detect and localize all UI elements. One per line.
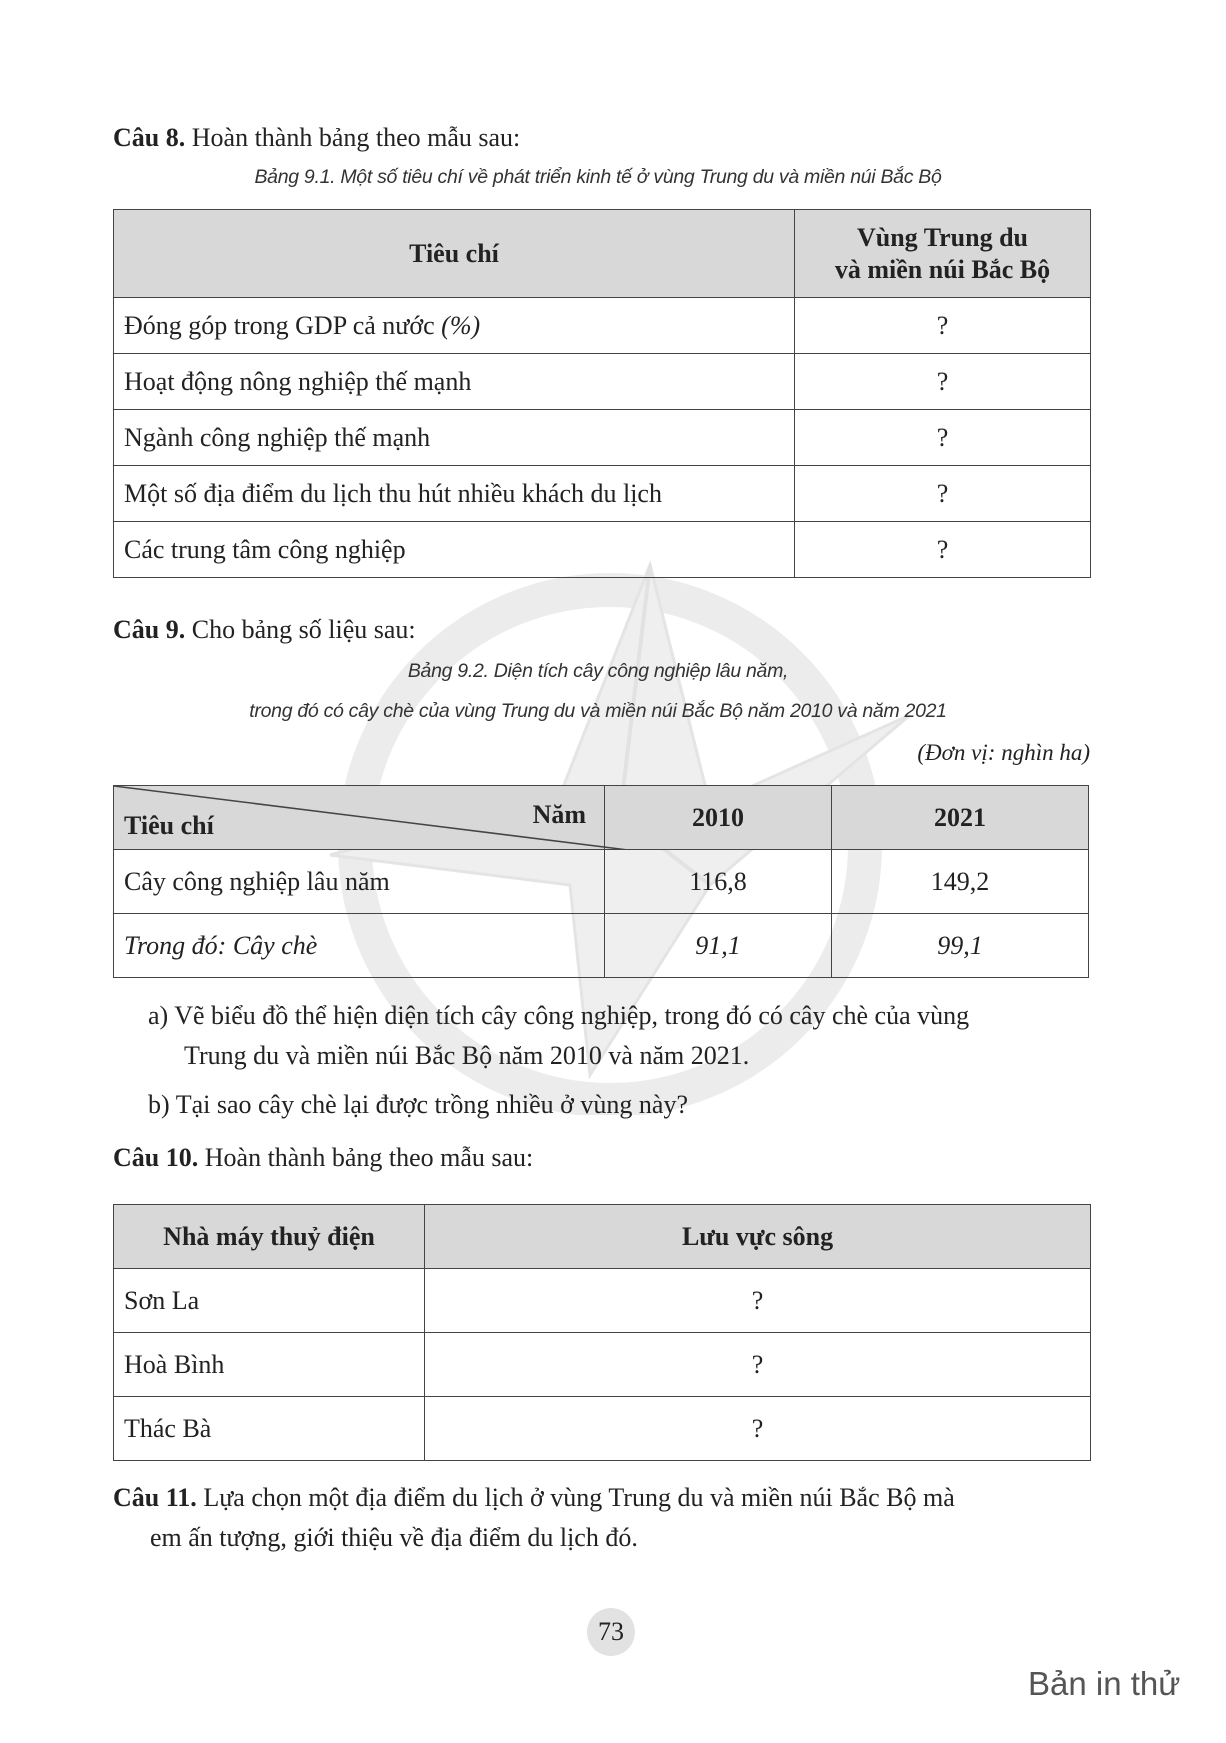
year-header-2021: 2021 [832, 786, 1089, 850]
question-11-line1: Lựa chọn một địa điểm du lịch ở vùng Trung du và miền núi Bắc Bộ mà [196, 1483, 955, 1512]
row-value: ? [795, 410, 1091, 466]
row-label [114, 298, 795, 354]
q9-part-a-line1: a) Vẽ biểu đồ thể hiện diện tích cây công nghiệp, trong đó có cây chè của vùng [148, 1001, 970, 1030]
question-9-label: Câu 9. [113, 615, 186, 644]
table-row [114, 354, 1091, 410]
row-value: ? [425, 1333, 1091, 1397]
table-9-2 [113, 785, 1089, 978]
unit-label: (Đơn vị: nghìn ha) [917, 740, 1090, 765]
row-value-2010: 91,1 [605, 914, 832, 978]
table-9-1 [113, 209, 1091, 578]
row-label: Hoà Bình [114, 1333, 425, 1397]
question-10 [113, 1138, 533, 1178]
table-row [114, 1269, 1091, 1333]
table-9-1-caption: Bảng 9.1. Một số tiêu chí về phát triển kinh tế ở vùng Trung du và miền núi Bắc Bộ [254, 166, 942, 188]
table-row [114, 850, 1089, 914]
row-value: ? [795, 522, 1091, 578]
row-label: Cây công nghiệp lâu năm [114, 850, 605, 914]
row-value: ? [425, 1269, 1091, 1333]
row-value: ? [795, 466, 1091, 522]
table-header-plant: Nhà máy thuỷ điện [114, 1205, 425, 1269]
table-hydropower [113, 1204, 1091, 1461]
row-label: Trong đó: Cây chè [114, 914, 605, 978]
header-region-line2: và miền núi Bắc Bộ [834, 254, 1051, 284]
question-10-label: Câu 10. [113, 1143, 199, 1172]
table-9-1-header-region [795, 210, 1091, 298]
row-value: ? [425, 1397, 1091, 1461]
year-header-2010: 2010 [605, 786, 832, 850]
question-11-label: Câu 11. [113, 1483, 197, 1512]
row-label-text: Đóng góp trong GDP cả nước [124, 310, 442, 340]
q9-part-b: b) Tại sao cây chè lại được trồng nhiều ở vùng này? [148, 1090, 688, 1119]
question-10-text: Hoàn thành bảng theo mẫu sau: [198, 1143, 534, 1172]
row-value-2021: 149,2 [832, 850, 1089, 914]
table-9-2-corner-cell [114, 786, 605, 850]
table-9-1-header-criteria: Tiêu chí [114, 210, 795, 298]
row-value: ? [795, 354, 1091, 410]
corner-criteria: Tiêu chí [124, 811, 214, 840]
question-8-text: Hoàn thành bảng theo mẫu sau: [185, 123, 521, 152]
row-value: ? [795, 298, 1091, 354]
table-9-2-caption-line2: trong đó có cây chè của vùng Trung du và miền núi Bắc Bộ năm 2010 và năm 2021 [249, 700, 947, 722]
table-header-river-basin: Lưu vực sông [425, 1205, 1091, 1269]
page-number: 73 [587, 1608, 635, 1656]
row-label: Các trung tâm công nghiệp [114, 522, 795, 578]
row-value-2010: 116,8 [605, 850, 832, 914]
table-row [114, 1397, 1091, 1461]
row-label: Thác Bà [114, 1397, 425, 1461]
question-11-line2: em ấn tượng, giới thiệu về địa điểm du lịch đó. [150, 1523, 638, 1552]
question-8 [113, 118, 520, 158]
row-label: Một số địa điểm du lịch thu hút nhiều khách du lịch [114, 466, 795, 522]
table-row [114, 1333, 1091, 1397]
table-9-2-caption-line1: Bảng 9.2. Diện tích cây công nghiệp lâu năm, [407, 660, 789, 682]
q9-part-a-line2: Trung du và miền núi Bắc Bộ năm 2010 và năm 2021. [184, 1041, 750, 1070]
header-region-line1: Vùng Trung du [856, 222, 1029, 252]
question-8-label: Câu 8. [113, 123, 186, 152]
row-unit: (%) [441, 310, 481, 340]
row-label: Ngành công nghiệp thế mạnh [114, 410, 795, 466]
row-label: Sơn La [114, 1269, 425, 1333]
table-row [114, 466, 1091, 522]
question-9-text: Cho bảng số liệu sau: [185, 615, 416, 644]
draft-print-label: Bản in thử [1028, 1665, 1181, 1702]
table-row [114, 914, 1089, 978]
table-row [114, 298, 1091, 354]
question-9 [113, 610, 416, 650]
row-label: Hoạt động nông nghiệp thế mạnh [114, 354, 795, 410]
corner-year: Năm [532, 800, 586, 829]
table-row [114, 410, 1091, 466]
question-11 [113, 1478, 955, 1518]
table-row [114, 522, 1091, 578]
row-value-2021: 99,1 [832, 914, 1089, 978]
